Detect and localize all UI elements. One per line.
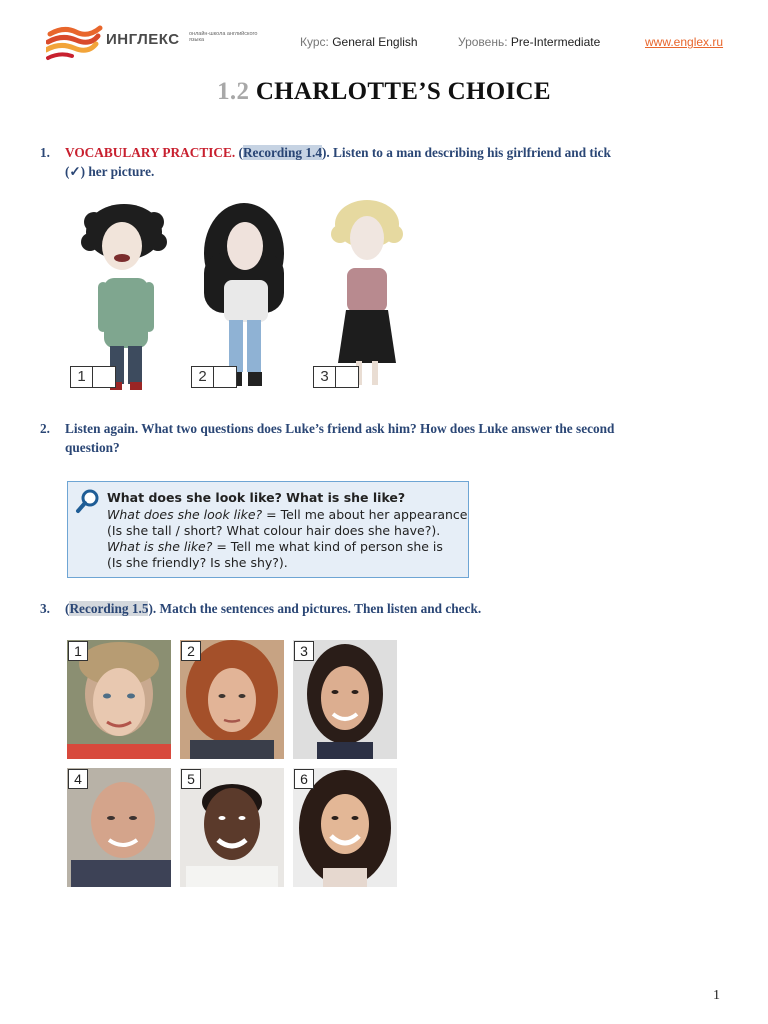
figures-illustration: [64, 198, 424, 398]
magnifier-icon: [75, 488, 101, 514]
figure-3-number: 3: [314, 367, 336, 387]
task-2-number: 2.: [40, 421, 50, 436]
figure-2-drawing: [204, 203, 284, 386]
info-line-3-question: What is she like?: [107, 539, 213, 554]
task-2-text-2: question?: [65, 440, 120, 455]
info-line-1-question: What does she look like?: [107, 507, 263, 522]
photo-5-label: 5: [181, 769, 201, 789]
photo-2: [180, 640, 284, 759]
task-1-text: ). Listen to a man describing his girlfriend and tick: [321, 145, 611, 160]
info-line-1-rest: = Tell me about her appearance: [262, 507, 468, 522]
task-1: [40, 143, 720, 181]
photo-3-label: 3: [294, 641, 314, 661]
task-2-text: Listen again. What two questions does Luke’s friend ask him? How does Luke answer the second: [65, 421, 615, 436]
photo-6-label: 6: [294, 769, 314, 789]
photo-2-label: 2: [181, 641, 201, 661]
task-3-recording: Recording 1.5: [69, 601, 149, 616]
level-value: Pre-Intermediate: [510, 35, 601, 49]
figure-2-number: 2: [192, 367, 214, 387]
task-3-number: 3.: [40, 601, 50, 616]
level-info: [458, 35, 600, 49]
website-link[interactable]: www.englex.ru: [645, 35, 724, 49]
photo-4: [67, 768, 171, 887]
task-3-recording-open: (: [65, 601, 70, 616]
photo-1: [67, 640, 171, 759]
website-link-wrap: [645, 35, 723, 49]
course-info: [300, 35, 418, 49]
page-number: 1: [713, 988, 720, 1003]
figure-1-drawing: [81, 204, 167, 390]
task-1-recording-open: (: [238, 145, 243, 160]
task-3-text: ). Match the sentences and pictures. Then listen and check.: [148, 601, 482, 616]
task-3: [40, 599, 720, 618]
page-header: [0, 0, 768, 70]
language-info-box: [67, 481, 469, 578]
logo-text: ИНГЛЕКС: [106, 31, 180, 48]
page-title: [0, 78, 768, 106]
course-label: Курс:: [300, 35, 329, 49]
logo-waves-icon: [46, 22, 106, 62]
level-label: Уровень:: [458, 35, 508, 49]
info-heading: What does she look like? What is she like?: [107, 490, 406, 505]
photo-1-label: 1: [68, 641, 88, 661]
women-illustration: [64, 198, 424, 398]
info-line-3: [107, 539, 443, 555]
info-line-2: (Is she tall / short? What colour hair does she have?).: [107, 523, 441, 538]
task-2: [40, 419, 720, 457]
course-value: General English: [332, 35, 418, 49]
photo-6: [293, 768, 397, 887]
task-1-number: 1.: [40, 145, 50, 160]
photo-4-label: 4: [68, 769, 88, 789]
englex-logo: [46, 22, 261, 62]
photo-5: [180, 768, 284, 887]
lesson-number: 1.2: [217, 78, 250, 105]
task-1-heading: VOCABULARY PRACTICE.: [65, 145, 236, 160]
info-line-4: (Is she friendly? Is she shy?).: [107, 555, 288, 570]
task-1-recording: Recording 1.4: [242, 145, 322, 160]
figure-2-checkbox[interactable]: [191, 366, 237, 388]
figure-3-checkbox[interactable]: [313, 366, 359, 388]
info-line-3-rest: = Tell me what kind of person she is: [212, 539, 443, 554]
task-1-text-2: (✓) her picture.: [65, 164, 155, 179]
info-line-1: [107, 507, 467, 523]
photo-3: [293, 640, 397, 759]
lesson-title: CHARLOTTE’S CHOICE: [255, 78, 551, 105]
figure-1-checkbox[interactable]: [70, 366, 116, 388]
logo-subtitle: онлайн-школа английского языка: [189, 31, 258, 43]
figure-1-number: 1: [71, 367, 93, 387]
figure-3-drawing: [331, 200, 403, 385]
